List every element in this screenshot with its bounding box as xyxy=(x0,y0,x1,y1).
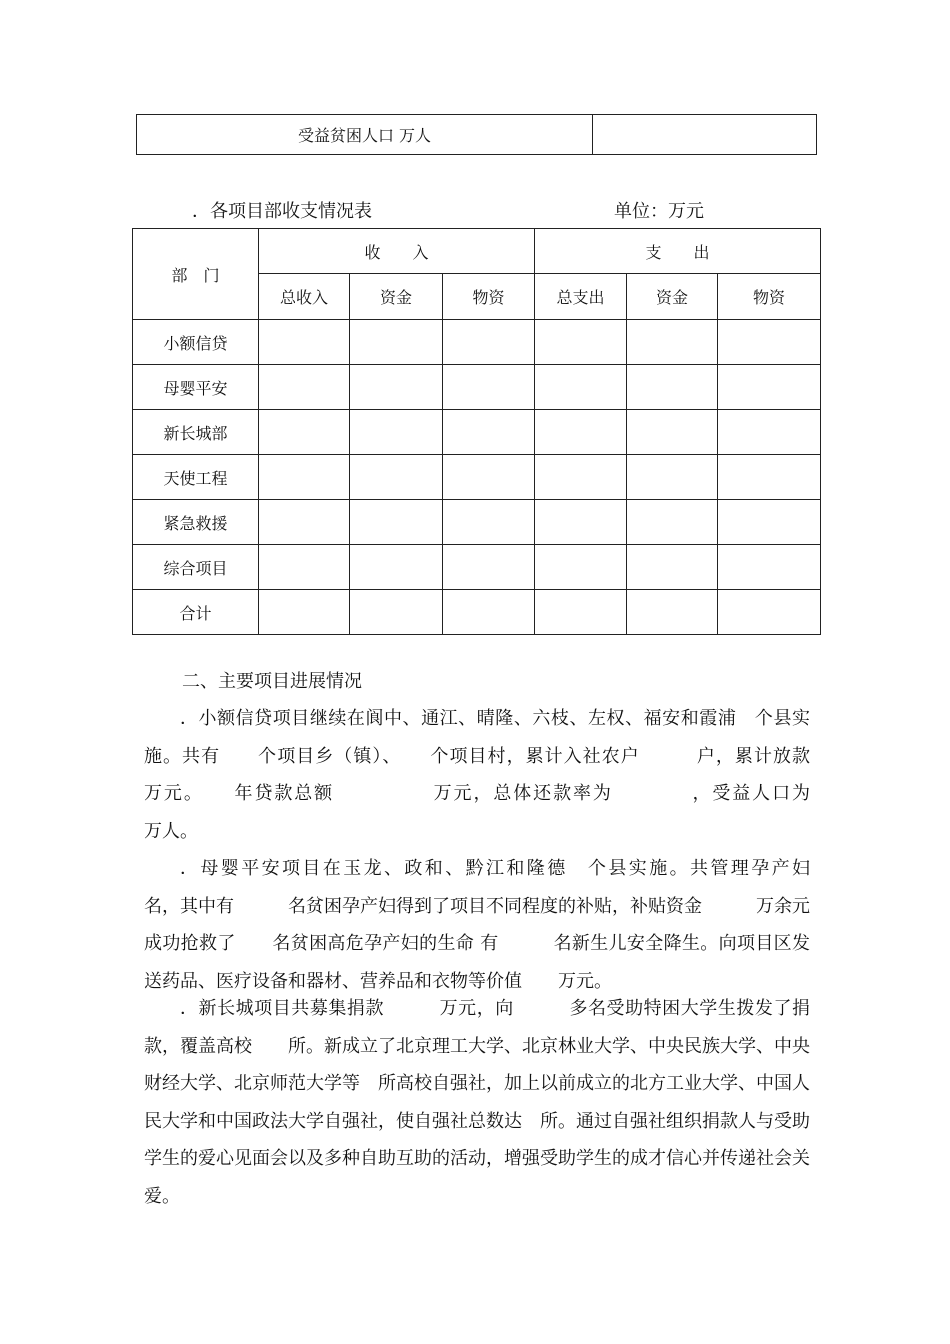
table-cell xyxy=(627,410,718,455)
row-label: 综合项目 xyxy=(133,545,259,590)
table-cell xyxy=(535,410,627,455)
row-label: 新长城部 xyxy=(133,410,259,455)
row-label: 紧急救援 xyxy=(133,500,259,545)
income-header: 收 入 xyxy=(259,229,535,274)
table-cell xyxy=(535,590,627,635)
sub-header: 资金 xyxy=(350,274,443,320)
dept-header: 部 门 xyxy=(133,229,259,320)
table-cell xyxy=(350,410,443,455)
row-label: 母婴平安 xyxy=(133,365,259,410)
table-cell xyxy=(259,410,350,455)
table-cell xyxy=(718,545,821,590)
table-cell xyxy=(443,410,535,455)
table-cell xyxy=(627,320,718,365)
beneficiary-value xyxy=(593,115,817,155)
sub-header: 总支出 xyxy=(535,274,627,320)
finance-table xyxy=(132,228,821,635)
table-cell xyxy=(443,455,535,500)
table-cell xyxy=(627,365,718,410)
table-row xyxy=(133,455,821,500)
table-cell xyxy=(350,590,443,635)
row-label: 天使工程 xyxy=(133,455,259,500)
table-cell xyxy=(443,545,535,590)
beneficiary-label: 受益贫困人口 万人 xyxy=(137,115,593,155)
table-row xyxy=(133,410,821,455)
table-cell xyxy=(443,500,535,545)
table-cell xyxy=(259,320,350,365)
table-cell xyxy=(259,365,350,410)
paragraph-new-great-wall: ．新长城项目共募集捐款 万元，向 多名受助特困大学生拨发了捐款，覆盖高校 所。新成立了北京理工大学、北京林业大学、中央民族大学、中央财经大学、北京师范大学等 所高校自强社，加上以前成立的北方工业大学、中国人民大学和中国政法大学自强社，使自强社总数达 所。通过自强社组织捐款人与受助学生的爱心见面会以及多种自助互助的活动，增强受助学生的成才信心并传递社会关爱。 xyxy=(144,998,810,1207)
table-cell xyxy=(443,365,535,410)
table-cell xyxy=(718,410,821,455)
table-cell xyxy=(535,320,627,365)
table-unit: 单位：万元 xyxy=(614,201,704,222)
table-cell xyxy=(259,545,350,590)
table-cell xyxy=(627,455,718,500)
table-row xyxy=(133,500,821,545)
table-cell xyxy=(350,320,443,365)
sub-header: 物资 xyxy=(718,274,821,320)
table-cell xyxy=(259,590,350,635)
sub-header: 总收入 xyxy=(259,274,350,320)
table-cell xyxy=(718,365,821,410)
row-label: 小额信贷 xyxy=(133,320,259,365)
table-cell xyxy=(259,455,350,500)
table-cell xyxy=(535,545,627,590)
table-cell xyxy=(535,365,627,410)
sub-header: 物资 xyxy=(443,274,535,320)
table-row xyxy=(133,320,821,365)
table-cell xyxy=(535,500,627,545)
table-cell xyxy=(718,455,821,500)
table-row xyxy=(133,545,821,590)
sub-header: 资金 xyxy=(627,274,718,320)
table-cell xyxy=(627,590,718,635)
table-cell xyxy=(718,500,821,545)
table-cell xyxy=(718,590,821,635)
section-heading: 二、主要项目进展情况 xyxy=(182,671,362,692)
table-cell xyxy=(535,455,627,500)
table-cell xyxy=(627,545,718,590)
table-cell xyxy=(443,590,535,635)
table-cell xyxy=(350,365,443,410)
paragraph-microcredit: ．小额信贷项目继续在阆中、通江、晴隆、六枝、左权、福安和霞浦 个县实施。共有 个项目乡（镇）、 个项目村，累计入社农户 户，累计放款 万元。 年贷款总额 万元，总体还款率为 ，受益人口为 万人。 xyxy=(144,708,882,842)
table-cell xyxy=(718,320,821,365)
table-cell xyxy=(259,500,350,545)
table-cell xyxy=(443,320,535,365)
table-cell xyxy=(350,500,443,545)
table-row xyxy=(133,590,821,635)
table-cell xyxy=(350,545,443,590)
table-cell xyxy=(350,455,443,500)
table-cell xyxy=(627,500,718,545)
beneficiary-table xyxy=(136,114,817,155)
paragraph-maternal-safety: ．母婴平安项目在玉龙、政和、黔江和隆德 个县实施。共管理孕产妇 名，其中有 名贫困孕产妇得到了项目不同程度的补贴，补贴资金 万余元 成功抢救了 名贫困高危孕产妇的生命 有 名新生儿安全降生。向项目区发送药品、医疗设备和器材、营养品和衣物等价值 万元。 xyxy=(144,858,864,992)
row-label: 合计 xyxy=(133,590,259,635)
table-caption: ．各项目部收支情况表 xyxy=(192,201,372,222)
expense-header: 支 出 xyxy=(535,229,821,274)
table-row xyxy=(133,365,821,410)
